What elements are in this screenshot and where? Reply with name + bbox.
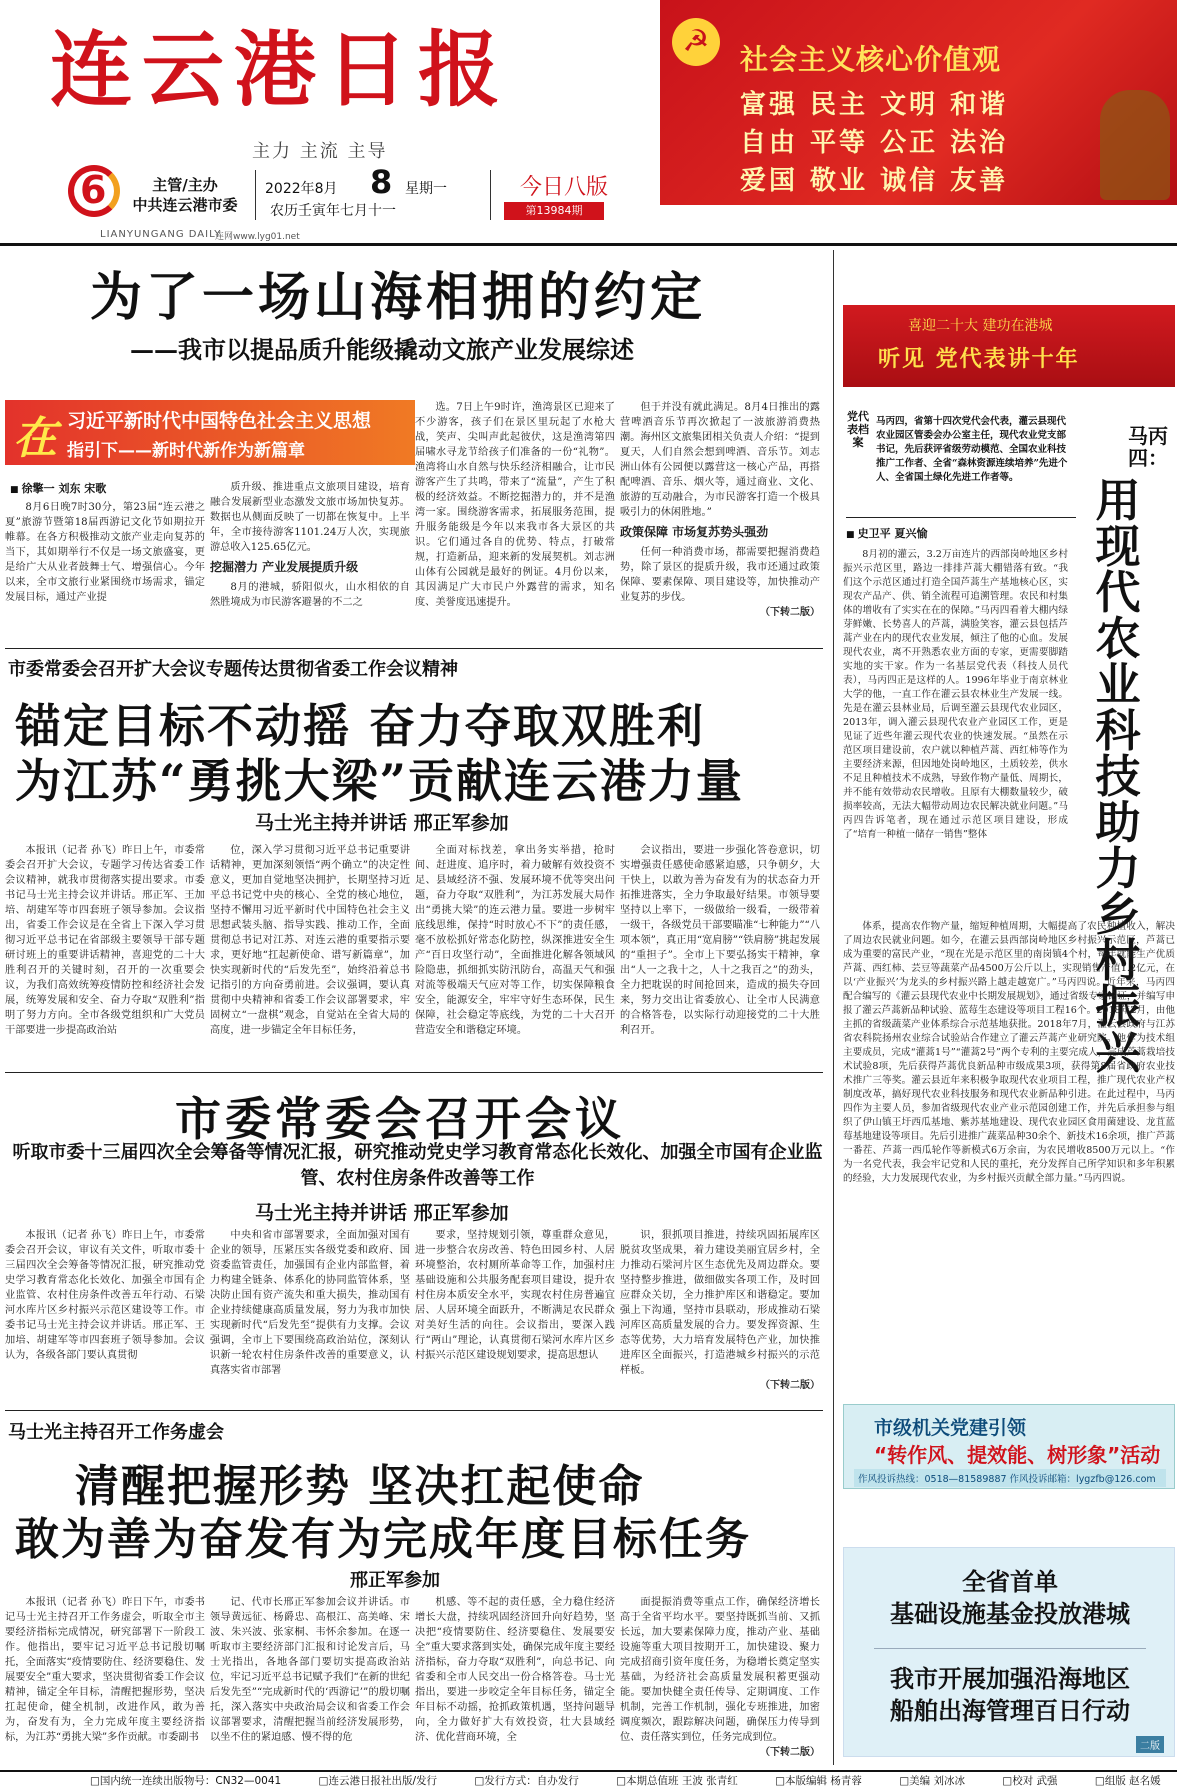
lead-headline[interactable]: 为了一场山海相拥的约定 (90, 267, 707, 328)
campaign-line2: “转作风、提效能、树形象”活动 (874, 1443, 1161, 1467)
core-values-banner (660, 0, 1177, 205)
column-divider (833, 250, 834, 1765)
paragraph: 中央和省市部署要求，全面加强对国有企业的领导，压紧压实各级党委和政府、国资委监管责任，加强国有企业内部监督，着力构建全链条、体系化的协同监管体系，坚决防止国有资产流失和重大损失，推动国有企业持续健康高质量发展，努力为我市加快实现新时代“后发先至”提供有力支撑。会议强调，全市上下要围绕高政治站位，深刻认识新一轮农村住房条件改善的重要意义，认真落实省市部署 (210, 1230, 410, 1376)
footer-proofreader: □校对 武强 (1002, 1775, 1058, 1787)
rep-body-bottom (843, 920, 1175, 1395)
paragraph: 质升级、推进重点文旅项目建设，培育融合发展新型业态激发文旅市场加快复苏。数据也从侧面反映了一切都在恢复中。上半年，全市接待游客1101.24万人次，实现旅游总收入125.65亿元。 (210, 482, 410, 553)
lead-byline: ■ 徐擎一 刘东 宋歌 (10, 480, 106, 496)
continued-note: （下转二版） (760, 607, 820, 618)
lead-col-4 (620, 400, 820, 650)
masthead-rule (0, 243, 1177, 246)
paragraph: 位，深入学习贯彻习近平总书记重要讲话精神，更加深刻领悟“两个确立”的决定性意义，更加自觉地坚决拥护，长期坚持习近平总书记党中央的核心、全党的核心地位，坚持不懈用习近平新时代中国特色社会主义思想武装头脑、指导实践、推动工作，全面贯彻总书记对江苏、对连云港的重要指示要求，更好地“扛起新使命、谱写新篇章”，加快实现新时代的“后发先至”，始终沿着总书记指引的方向奋勇前进。会议强调，要认真贯彻中央精神和省委工作会议部署要求，牢固树立“一盘棋”观念，自觉站在全省大局的高度，进一步锚定全年目标任务， (210, 845, 410, 1036)
lead-col-3 (415, 400, 615, 650)
values-title: 社会主义核心价值观 (740, 43, 1002, 76)
article2-col-3 (415, 843, 615, 1068)
paragraph: 但于并没有就此满足。8月4日推出的露营啤酒音乐节再次掀起了一波旅游消费热潮。海州区文旅集团相关负责人介绍：“提到夏天，人们自然会想到啤酒、音乐节。刘志洲山体有公园便以露营这一核心产品，再搭配啤酒、音乐、烟火等，通过商业、文化、旅游的互动融合，为市民游客打造一个极具吸引力的休闲胜地。” (620, 402, 820, 518)
paragraph: 面提振消费等重点工作，确保经济增长高于全省平均水平。要坚持既抓当前、又抓长远，加大要素保障力度，推动产业、基础设施等重大项目按期开工，加快建设、聚力完成招商引资年度任务，为稳增长奠定坚实基础，为经济社会高质量发展积蓄更强动能。要加快健全责任传导、定期调度、工作机制，完善工作机制，强化专班推进，加密调度频次，跟踪解决问题，确保压力传导到位、责任落实到位，任务完成到位。 (620, 1597, 820, 1743)
article2-kicker: 市委常委会召开扩大会议专题传达贯彻省委工作会议精神 (8, 659, 458, 680)
article4-headline-2[interactable]: 敢为善为奋发有为完成年度目标任务 (15, 1514, 751, 1565)
section-divider (5, 1410, 823, 1411)
article3-col-2 (210, 1228, 410, 1403)
xi-thought-banner (5, 400, 415, 465)
lead-subhead-2: 政策保障 市场复苏势头强劲 (620, 525, 769, 539)
article3-col-4 (620, 1228, 820, 1403)
article4-kicker: 马士光主持召开工作务虚会 (8, 1422, 224, 1443)
paragraph: 要求，坚持规划引领，尊重群众意见，进一步整合农房改善、特色田园乡村、人居环境整治，农村厕所革命等工作，加强村庄基础设施和公共服务配套项目建设，提升农村住房本质安全水平，实现农村住房普遍宜居、人居环境全面跃升，不断满足农民群众对美好生活的向往。会议指出，要深入践行“两山”理论，认真贯彻石梁河水库片区乡村振兴示范区建设规划要求，提高思想认 (415, 1230, 615, 1361)
day-number: 8 (370, 163, 393, 201)
campaign-line1: 市级机关党建引领 (874, 1417, 1027, 1439)
divider (490, 170, 491, 220)
rep-intro: 马丙四，省第十四次党代会代表，灌云县现代农业园区管委会办公室主任，现代农业党支部书记，先后获评省级劳动模范、全国农业科技推广工作者、全省“森林资源连续培养”先进个人、全省国土绿化先进工作者等。 (876, 416, 1068, 483)
footer-typesetter: □组版 赵名媛 (1094, 1775, 1161, 1787)
paragraph: 8月初的灌云，3.2万亩连片的西部岗岭地区乡村振兴示范区里，路边一排排芦蒿大棚错落有致。“我们这个示范区通过打造全国芦蒿生产基地核心区，实现农产品产、供、销全流程可追溯管理。农民和村集体的增收有了实实在在的保障。”马丙四看着大棚内绿芽鲜嫩、长势喜人的芦蒿，满脸笑容，灌云县包括芦蒿产业在内的现代农业发展，倾注了他的心血。发展现代农业，离不开熟悉农业方面的专家，更需要脚踏实地的实干家。作为一名基层党代表（科技人员代表），马丙四正是这样的人。1996年毕业于南京林业大学的他，一直工作在灌云县农林业生产发展一线。先是在灌云县林业局，后调至灌云县现代农业园区，2013年，调入灌云县现代农业产业园区工作，更是见证了近些年灌云现代农业的快速发展。“虽然在示范区项目建设前，农户就以种植芦蒿、西红柿等作为主要经济来源，但因地处岗岭地区，土质较差，供水不足且种植技术不成熟，导致作物产量低、周期长，并不能有效带动农民增收。且原有大棚数量较少，破损率较高，无法大幅带动周边农民解决就业问题。”马丙四告诉笔者，现在通过示范区项目建设，形成了“培育一种植一储存一销售”整体 (843, 549, 1068, 840)
continued-note: （下转二版） (760, 1747, 820, 1758)
article3-headline[interactable]: 市委常委会召开会议 (175, 1092, 625, 1146)
teaser-line: 全省首单 (962, 1568, 1058, 1596)
sponsor (120, 175, 250, 215)
campaign-hotline: 作风投诉热线：0518—81589887 作风投诉邮箱：lygzfb@126.com (854, 1469, 1166, 1487)
paragraph: 会议指出，要进一步强化答卷意识，切实增强责任感使命感紧迫感，只争朝夕，大干快上，以敢为善为奋发有为的状态奋力开拓推进落实，全力争取最好结果。市领导要坚持以上率下，一级做给一级看，一级带着一级干，各级党员干部要瞄准“七种能力”“八项本领”，真正用“宽肩膀”“铁肩膀”挑起发展的“重担子”。全市上下要弘扬实干精神，拿出“人一之我十之，人十之我百之”的劲头，全力把耽误的时间抢回来，造成的损失夺回来，努力交出让省委放心、让全市人民满意的合格答卷，以实际行动迎接党的二十大胜利召开。 (620, 845, 820, 1036)
mark-digit: 6 (80, 168, 107, 212)
footer-publisher: □连云港日报社出版/发行 (318, 1775, 438, 1787)
lead-subhead-1: 挖掘潜力 产业发展提质升级 (210, 560, 359, 574)
lead-subhead: ——我市以提品质升能级撬动文旅产业发展综述 (130, 335, 634, 364)
teaser-headline-1[interactable] (844, 1566, 1176, 1630)
divider (846, 517, 1076, 518)
banner-line2: 指引下——新时代新作为新篇章 (67, 441, 305, 461)
paragraph: 任何一种消费市场，都需要把握消费趋势，除了景区的提质升级，我市还通过政策保障、要素保障、项目建设等，加快推动产业复苏的步伐。 (620, 547, 820, 603)
section-divider (5, 648, 823, 649)
paragraph: 选。7日上午9时许，渔湾景区已迎来了不少游客，孩子们在景区里玩起了水枪大战，笑声、尖叫声此起彼伏，这是渔湾第四届啸水寻龙节给孩子们准备的一份“礼物”。渔湾将山水自然与快乐经济相融合，让市民游客产生了共鸣，带来了“流量”，产生了积极的经济效益。不断挖掘潜力的，并不是渔湾一家。围绕游客需求，拓展服务范围，提升服务能级是今年以来我市各大景区的共识。它们通过各自的优势、特点，打破常规，打造新品，迎来新的发展契机。刘志洲山体有公园就是最好的例证。4月份以来，其因满足广大市民户外露营的需求，知名度、美誉度迅速提升。 (415, 402, 615, 608)
paragraph: 本报讯（记者 孙飞）昨日上午，市委常委会召开扩大会议，专题学习传达省委工作会议精神，就我市贯彻落实提出要求。市委书记马士光主持会议并讲话。邢正军、王加培、胡建军等市四套班子领导参加。会议指出，省委工作会议是在全省上下深入学习贯彻习近平总书记在省部级主要领导干部专题研讨班上的重要讲话精神，喜迎党的二十大胜利召开的关键时刻，召开的一次重要会议，为我们高效统筹疫情防控和经济社会发展，统筹发展和安全、奋力夺取“双胜利”指明了努力方向。全市各级党组织和广大党员干部要进一步提高政治站 (5, 845, 205, 1036)
banner-line2: 听见 党代表讲十年 (878, 347, 1080, 372)
article2-headline-1[interactable]: 锚定目标不动摇 奋力夺取双胜利 (15, 699, 706, 753)
lead-col-1 (5, 500, 205, 650)
rep-headline-vertical[interactable]: 用现代农业科技助力乡村振兴 (1095, 474, 1141, 1079)
paragraph: 本报讯（记者 孙飞）昨日上午，市委常委会召开会议，审议有关文件，听取市委十三届四次全会筹备等情况汇报，研究推动党史学习教育常态化长效化、加强全市国有企业监管、农村住房条件改善五年行动、石梁河水库片区乡村振兴示范区建设等工作。市委书记马士光主持会议并讲话。邢正军、王加培、胡建军等市四套班子领导参加。会议认为，各级各部门要认真贯彻 (5, 1230, 205, 1361)
rep-name-vertical: 马丙四： (1128, 424, 1168, 470)
article2-headline-2[interactable]: 为江苏“勇挑大梁”贡献连云港力量 (15, 754, 744, 808)
style-campaign-box[interactable] (843, 1404, 1175, 1489)
rep-byline: ■ 史卫平 夏兴愉 (846, 525, 927, 541)
footer-credits (0, 1770, 1177, 1792)
lead-col-2 (210, 480, 410, 650)
section-divider (5, 1072, 823, 1073)
values-row-3: 爱国 敬业 诚信 友善 (740, 166, 1009, 196)
paragraph: 体系，提高农作物产量，缩短种植周期，大幅提高了农民种植收入，解决了周边农民就业问题。如今，在灌云县西部岗岭地区乡村振兴示范区，芦蒿已成为重要的富民产业，“现在光是示范区里的南岗镇4个村，每年就能生产优质芦蒿、西红柿、芸豆等蔬菜产品4500万公斤以上，实现销售产值1.2亿元，在以‘产业振兴’为龙头的乡村振兴路上越走越宽广。”马丙四说。近年来，马丙四配合编写的《灌云县现代农业中长期发展规划》，通过省级专家论证，并编写申报了灌云芦蒿新品种试验、蓝莓生态建设等项目工程16个。2018年2月，由他主抓的省级蔬菜产业体系综合示范基地获批。2018年7月，灌云县政府与江苏省农科院扬州农业综合试验站合作建立了灌云芦蒿产业研究院。他作为技术组主要成员，完成“灌蒿1号”“灌蒿2号”两个专利的主要完成人，完成芦蒿栽培技术试验8项，先后获得芦蒿优良新品种市级成果3项，获得第8届省政府农业技术推广三等奖。灌云县近年来积极争取现代农业项目工程，推广现代农业产权制度改革，搞好现代农业科技服务和现代农业新品种引进。在此过程中，马丙四作为主要人员，参加省级现代农业产业示范园创建工作，并先后承担参与组织了伊山镇王圩西瓜基地、紫苏基地建设、现代农业园区食用菌建设、龙苴蓝莓基地建设等项目。先后引进推广蔬菜品种30余个、新技术16余项，推广芦蒿一番茬、芦蒿一西瓜轮作等新模式6万余亩，为农民增收8500万元以上。“作为一名党代表，我会牢记党和人民的重托，充分发挥自己所学知识和多年积累的经验，大力发展现代农业，为乡村振兴贡献全部力量。”马丙四说。 (843, 921, 1175, 1184)
teaser-line: 我市开展加强沿海地区 (890, 1665, 1130, 1693)
english-name: LIANYUNGANG DAILY (100, 229, 222, 240)
weekday: 星期一 (405, 181, 447, 197)
divider (874, 1648, 1146, 1649)
inside-page-teaser[interactable] (843, 1547, 1175, 1757)
footer-cn-number: □国内统一连续出版物号：CN32—0041 (90, 1775, 282, 1787)
article2-col-2 (210, 843, 410, 1068)
article3-col-1 (5, 1228, 205, 1403)
party-rep-banner (843, 305, 1175, 387)
footer-page-editor: □本版编辑 杨青蓉 (775, 1775, 862, 1787)
banner-big-char: 在 (13, 413, 57, 464)
article3-deck: 听取市委十三届四次全会筹备等情况汇报，研究推动党史学习教育常态化长效化、加强全市国有企业监管、农村住房条件改善等工作 (12, 1142, 823, 1189)
paragraph: 机感、等不起的责任感，全力稳住经济增长大盘，持续巩固经济回升向好趋势，坚决把“疫情要防住、经济要稳住、发展要安全”重大要求落到实处，确保完成年度主要经济指标，奋力夺取“双胜利”，向总书记、向省委和全市人民交出一份合格答卷。马士光指出，要进一步咬定全年目标任务，锚定全年目标不动摇，抢抓政策机遇，坚持问题导向，全力做好扩大有效投资，壮大县域经济、优化营商环境，全 (415, 1597, 615, 1743)
footer-chief-editor: □本期总值班 王波 张青红 (616, 1775, 738, 1787)
slogan: 主力 主流 主导 (252, 141, 388, 162)
footer-distribution: □发行方式：自办发行 (474, 1775, 579, 1787)
edition-tag: 二版 (1136, 1736, 1164, 1753)
side-label: 党代表档案 (847, 410, 869, 449)
paragraph: 本报讯（记者 孙飞）昨日下午，市委书记马士光主持召开工作务虚会，听取全市主要经济指标完成情况，研究部署下一阶段工作。他指出，要牢记习近平总书记殷切嘱托，全面落实“疫情要防住、经济要稳住、发展要安全”重大要求，坚决贯彻省委工作会议精神，锚定全年目标，清醒把握形势，坚决扛起使命，健全机制，改进作风，敢为善为，奋发有为，全力完成年度主要经济指标，为江苏“勇挑大梁”多作贡献。市委副书 (5, 1597, 205, 1743)
footer-designer: □美编 刘冰冰 (899, 1775, 965, 1787)
teaser-line: 基础设施基金投放港城 (890, 1600, 1130, 1628)
divider (255, 170, 256, 220)
article4-subhead: 邢正军参加 (350, 1570, 440, 1591)
stone-lion-icon (1100, 90, 1170, 200)
values-row-2: 自由 平等 公正 法治 (740, 128, 1009, 158)
article4-col-1 (5, 1595, 205, 1765)
teaser-line: 船舶出海管理百日行动 (890, 1697, 1130, 1725)
rep-body-top (843, 548, 1068, 920)
newspaper-title: 连云港日报 (50, 22, 511, 118)
sponsor-line2: 中共连云港市委 (132, 196, 238, 214)
paragraph: 8月6日晚7时30分，第23届“连云港之夏”旅游节暨第18届西游记文化节如期拉开帷幕。在各方积极推动文旅产业走向复苏的当下，其如期举行不仅是一场文旅盛宴，更是给广大从业者鼓舞士气、增强信心。今年以来，全市文旅行业紧围绕市场需求，锚定发展目标，通过产业提 (5, 502, 205, 603)
lunar-date: 农历壬寅年七月十一 (270, 203, 396, 219)
continued-note: （下转二版） (760, 1380, 820, 1391)
article2-col-1 (5, 843, 205, 1068)
article4-col-2 (210, 1595, 410, 1765)
paragraph: 全面对标找差，拿出务实举措，抢时间、赶进度、追序时，着力破解有效投资不足、县域经济不强、发展环境不优等突出问题，奋力夺取“双胜利”，为江苏发展大局作出“勇挑大梁”的连云港力量。要进一步树牢底线思维，保持“时时放心不下”的责任感，毫不放松抓好常态化防控，纵深推进安全生产“百日攻坚行动”，全面推进化解各领域风险隐患，抓细抓实防汛防台，高温天气和强对流等极端天气应对等工作，切实保障粮食安全，能源安全，牢牢守好生态环保，民生保障，社会稳定等底线，为党的二十大召开营造安全和谐稳定环境。 (415, 845, 615, 1036)
banner-line1: 习近平新时代中国特色社会主义思想 (67, 410, 372, 432)
article4-col-4 (620, 1595, 820, 1765)
year-month: 2022年8月 (265, 181, 338, 197)
article3-col-3 (415, 1228, 615, 1403)
values-row-1: 富强 民主 文明 和谐 (740, 90, 1009, 120)
article2-subhead: 马士光主持并讲话 邢正军参加 (255, 812, 509, 834)
party-emblem-icon: ☭ (672, 18, 720, 66)
paragraph: 记、代市长邢正军参加会议并讲话。市领导黄远征、杨爵忠、高根江、高美峰、宋波、朱兴波、张家桐、韦怀余参加。在逐一听取市主要经济部门汇报和讨论发言后，马士光指出，各地各部门要切实提高政治站位，牢记习近平总书记赋予我们“在新的世纪后发先至”“完成新时代的‘西游记’”的殷切嘱托，深入落实中央政治局会议和省委工作会议部署要求，清醒把握当前经济发展形势，以坐不住的紧迫感、慢不得的危 (210, 1597, 410, 1743)
article4-headline-1[interactable]: 清醒把握形势 坚决扛起使命 (75, 1461, 645, 1512)
banner-line1: 喜迎二十大 建功在港城 (908, 318, 1053, 334)
sponsor-line1: 主管/主办 (152, 176, 218, 194)
article4-col-3 (415, 1595, 615, 1765)
page-count: 今日八版 (520, 175, 609, 200)
paragraph: 识，狠抓项目推进，持续巩固拓展库区脱贫攻坚成果，着力建设美丽宜居乡村，全力推动石梁河片区生态优先及周边群众。要坚持整步推进，做细做实各项工作，及时回应群众关切，全力推护库区和谐稳定。要加强上下沟通，坚持市县联动，形成推动石梁河库区高质量发展的合力。要发挥资源、生态等优势，大力培育发展特色产业，加快推进库区全面振兴，打造港城乡村振兴的示范样板。 (620, 1230, 820, 1376)
article3-subhead: 马士光主持并讲话 邢正军参加 (255, 1202, 509, 1224)
website: 连网www.lyg01.net (215, 232, 300, 242)
paragraph: 8月的港城，骄阳似火，山水相依的自然胜境成为市民游客避暑的不二之 (210, 582, 410, 608)
teaser-headline-2[interactable] (844, 1663, 1176, 1727)
issue-number: 第13984期 (504, 202, 604, 220)
article2-col-4 (620, 843, 820, 1068)
